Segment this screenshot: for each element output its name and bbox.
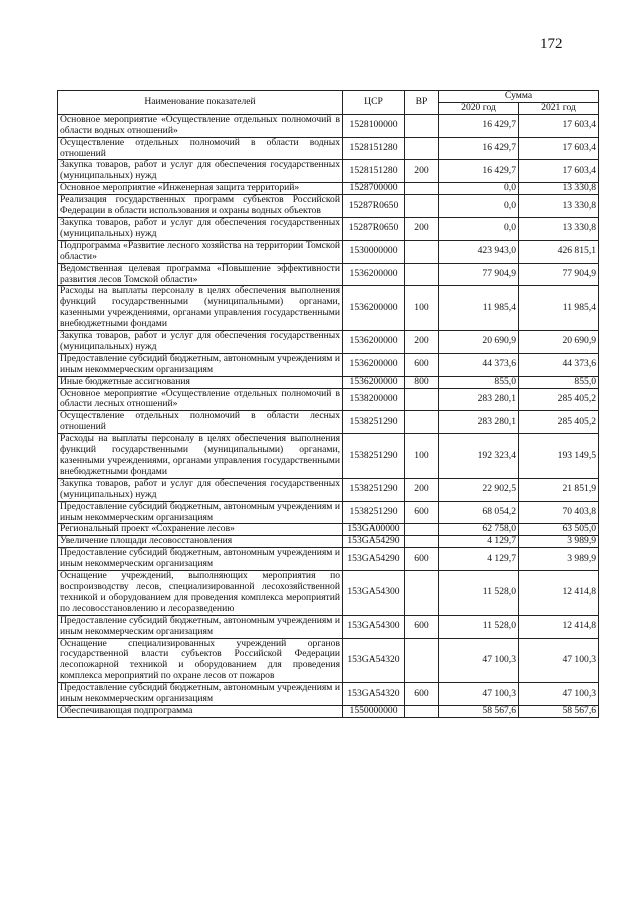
row-vr — [405, 388, 439, 411]
table-row — [58, 217, 599, 240]
row-name: Закупка товаров, работ и услуг для обеспечения государственных (муниципальных) нужд — [58, 217, 343, 240]
row-name: Оснащение специализированных учреждений органов государственной власти субъектов Российской Федерации лесопожарной техникой и оборудованием для проведения комплекса мероприятий по охране лесов от пожаров — [58, 638, 343, 683]
header-year-2021: 2021 год — [519, 102, 599, 114]
row-sum-2021: 3 989,9 — [519, 548, 599, 571]
table-row — [58, 137, 599, 160]
table-body — [58, 114, 599, 717]
row-name: Ведомственная целевая программа «Повышение эффективности развития лесов Томской области» — [58, 263, 343, 286]
row-vr — [405, 638, 439, 683]
row-code: 1528151280 — [343, 160, 405, 183]
row-code: 153GA54290 — [343, 536, 405, 548]
row-vr: 600 — [405, 501, 439, 524]
row-sum-2021: 12 414,8 — [519, 571, 599, 616]
row-sum-2020: 0,0 — [439, 195, 519, 218]
row-sum-2021: 17 603,4 — [519, 160, 599, 183]
row-sum-2020: 11 528,0 — [439, 571, 519, 616]
row-name: Реализация государственных программ субъектов Российской Федерации в области использования и охраны водных объектов — [58, 195, 343, 218]
table-row — [58, 331, 599, 354]
row-name: Осуществление отдельных полномочий в области лесных отношений — [58, 411, 343, 434]
row-code: 1536200000 — [343, 331, 405, 354]
row-sum-2021: 17 603,4 — [519, 137, 599, 160]
row-vr — [405, 183, 439, 195]
row-sum-2021: 855,0 — [519, 376, 599, 388]
table-row — [58, 240, 599, 263]
row-sum-2020: 16 429,7 — [439, 160, 519, 183]
row-vr — [405, 137, 439, 160]
row-vr: 600 — [405, 548, 439, 571]
table-header — [58, 91, 599, 115]
row-vr: 600 — [405, 683, 439, 706]
header-code: ЦСР — [343, 91, 405, 115]
row-vr — [405, 524, 439, 536]
row-sum-2021: 70 403,8 — [519, 501, 599, 524]
row-code: 1536200000 — [343, 353, 405, 376]
table-row — [58, 183, 599, 195]
row-vr: 800 — [405, 376, 439, 388]
row-sum-2021: 21 851,9 — [519, 478, 599, 501]
table-row — [58, 615, 599, 638]
table-row — [58, 353, 599, 376]
row-sum-2021: 20 690,9 — [519, 331, 599, 354]
row-name: Предоставление субсидий бюджетным, автономным учреждениям и иным некоммерческим организациям — [58, 501, 343, 524]
row-vr: 100 — [405, 286, 439, 331]
row-sum-2021: 17 603,4 — [519, 114, 599, 137]
row-name: Увеличение площади лесовосстановления — [58, 536, 343, 548]
row-sum-2020: 68 054,2 — [439, 501, 519, 524]
row-sum-2020: 16 429,7 — [439, 114, 519, 137]
row-code: 153GA54320 — [343, 683, 405, 706]
row-name: Основное мероприятие «Осуществление отдельных полномочий в области водных отношений» — [58, 114, 343, 137]
row-sum-2020: 11 528,0 — [439, 615, 519, 638]
row-sum-2021: 426 815,1 — [519, 240, 599, 263]
table-row — [58, 524, 599, 536]
row-code: 153GA54300 — [343, 571, 405, 616]
row-name: Закупка товаров, работ и услуг для обеспечения государственных (муниципальных) нужд — [58, 478, 343, 501]
row-sum-2020: 283 280,1 — [439, 388, 519, 411]
row-sum-2021: 285 405,2 — [519, 388, 599, 411]
row-sum-2020: 283 280,1 — [439, 411, 519, 434]
table-row — [58, 571, 599, 616]
row-sum-2020: 58 567,6 — [439, 705, 519, 717]
header-vr: ВР — [405, 91, 439, 115]
row-sum-2021: 13 330,8 — [519, 217, 599, 240]
row-sum-2021: 47 100,3 — [519, 683, 599, 706]
row-sum-2020: 855,0 — [439, 376, 519, 388]
row-code: 153GA00000 — [343, 524, 405, 536]
row-name: Предоставление субсидий бюджетным, автономным учреждениям и иным некоммерческим организациям — [58, 353, 343, 376]
table-row — [58, 263, 599, 286]
row-sum-2020: 192 323,4 — [439, 434, 519, 479]
row-sum-2020: 77 904,9 — [439, 263, 519, 286]
row-code: 1536200000 — [343, 286, 405, 331]
row-sum-2021: 63 505,0 — [519, 524, 599, 536]
table-row — [58, 478, 599, 501]
row-sum-2020: 20 690,9 — [439, 331, 519, 354]
row-sum-2021: 11 985,4 — [519, 286, 599, 331]
row-sum-2020: 0,0 — [439, 183, 519, 195]
row-sum-2021: 47 100,3 — [519, 638, 599, 683]
row-vr: 600 — [405, 353, 439, 376]
row-vr: 600 — [405, 615, 439, 638]
row-code: 1550000000 — [343, 705, 405, 717]
row-name: Обеспечивающая подпрограмма — [58, 705, 343, 717]
row-name: Основное мероприятие «Осуществление отдельных полномочий в области лесных отношений» — [58, 388, 343, 411]
row-sum-2021: 3 989,9 — [519, 536, 599, 548]
row-code: 1530000000 — [343, 240, 405, 263]
table-row — [58, 114, 599, 137]
row-vr — [405, 705, 439, 717]
row-sum-2021: 44 373,6 — [519, 353, 599, 376]
row-sum-2021: 77 904,9 — [519, 263, 599, 286]
row-code: 153GA54300 — [343, 615, 405, 638]
row-vr — [405, 263, 439, 286]
row-code: 1528700000 — [343, 183, 405, 195]
row-name: Расходы на выплаты персоналу в целях обеспечения выполнения функций государственными (муниципальными) органами, казенными учреждениями, органами управления государственными внебюджетными фондами — [58, 434, 343, 479]
row-code: 153GA54290 — [343, 548, 405, 571]
table-row — [58, 705, 599, 717]
row-sum-2020: 22 902,5 — [439, 478, 519, 501]
table-row — [58, 411, 599, 434]
row-sum-2020: 47 100,3 — [439, 638, 519, 683]
table-row — [58, 501, 599, 524]
row-vr: 200 — [405, 331, 439, 354]
row-code: 1528100000 — [343, 114, 405, 137]
row-sum-2021: 12 414,8 — [519, 615, 599, 638]
row-code: 153GA54320 — [343, 638, 405, 683]
row-sum-2020: 0,0 — [439, 217, 519, 240]
row-vr — [405, 536, 439, 548]
row-name: Основное мероприятие «Инженерная защита территорий» — [58, 183, 343, 195]
row-name: Закупка товаров, работ и услуг для обеспечения государственных (муниципальных) нужд — [58, 331, 343, 354]
row-name: Иные бюджетные ассигнования — [58, 376, 343, 388]
row-name: Осуществление отдельных полномочий в области водных отношений — [58, 137, 343, 160]
row-name: Подпрограмма «Развитие лесного хозяйства на территории Томской области» — [58, 240, 343, 263]
row-name: Предоставление субсидий бюджетным, автономным учреждениям и иным некоммерческим организациям — [58, 548, 343, 571]
row-name: Предоставление субсидий бюджетным, автономным учреждениям и иным некоммерческим организациям — [58, 615, 343, 638]
row-sum-2020: 11 985,4 — [439, 286, 519, 331]
row-sum-2020: 4 129,7 — [439, 548, 519, 571]
table-row — [58, 160, 599, 183]
row-vr — [405, 195, 439, 218]
header-year-2020: 2020 год — [439, 102, 519, 114]
row-code: 15287R0650 — [343, 217, 405, 240]
row-sum-2020: 4 129,7 — [439, 536, 519, 548]
table-row — [58, 286, 599, 331]
table-row — [58, 434, 599, 479]
row-code: 15287R0650 — [343, 195, 405, 218]
row-code: 1528151280 — [343, 137, 405, 160]
row-vr — [405, 571, 439, 616]
row-vr: 200 — [405, 160, 439, 183]
row-vr: 200 — [405, 478, 439, 501]
table-row — [58, 638, 599, 683]
row-code: 1538251290 — [343, 411, 405, 434]
header-sum: Сумма — [439, 91, 599, 103]
row-sum-2021: 193 149,5 — [519, 434, 599, 479]
row-name: Оснащение учреждений, выполняющих мероприятия по воспроизводству лесов, специализированной лесохозяйственной техникой и оборудованием для проведения комплекса мероприятий по лесовосстановлению и лесоразведению — [58, 571, 343, 616]
row-code: 1538200000 — [343, 388, 405, 411]
header-name: Наименование показателей — [58, 91, 343, 115]
row-name: Региональный проект «Сохранение лесов» — [58, 524, 343, 536]
row-sum-2021: 13 330,8 — [519, 183, 599, 195]
table-row — [58, 683, 599, 706]
row-sum-2020: 44 373,6 — [439, 353, 519, 376]
row-name: Расходы на выплаты персоналу в целях обеспечения выполнения функций государственными (муниципальными) органами, казенными учреждениями, органами управления государственными внебюджетными фондами — [58, 286, 343, 331]
row-code: 1538251290 — [343, 478, 405, 501]
row-name: Предоставление субсидий бюджетным, автономным учреждениям и иным некоммерческим организациям — [58, 683, 343, 706]
row-vr — [405, 411, 439, 434]
row-sum-2021: 13 330,8 — [519, 195, 599, 218]
row-sum-2020: 16 429,7 — [439, 137, 519, 160]
page-number: 172 — [540, 36, 563, 52]
table-row — [58, 548, 599, 571]
row-vr — [405, 114, 439, 137]
row-sum-2021: 285 405,2 — [519, 411, 599, 434]
row-vr: 100 — [405, 434, 439, 479]
row-sum-2020: 423 943,0 — [439, 240, 519, 263]
table-row — [58, 388, 599, 411]
row-sum-2020: 47 100,3 — [439, 683, 519, 706]
row-code: 1538251290 — [343, 434, 405, 479]
row-code: 1538251290 — [343, 501, 405, 524]
row-sum-2020: 62 758,0 — [439, 524, 519, 536]
budget-table — [57, 90, 599, 718]
row-name: Закупка товаров, работ и услуг для обеспечения государственных (муниципальных) нужд — [58, 160, 343, 183]
table-row — [58, 195, 599, 218]
row-vr — [405, 240, 439, 263]
row-sum-2021: 58 567,6 — [519, 705, 599, 717]
row-code: 1536200000 — [343, 263, 405, 286]
row-code: 1536200000 — [343, 376, 405, 388]
row-vr: 200 — [405, 217, 439, 240]
table-row — [58, 536, 599, 548]
table-row — [58, 376, 599, 388]
